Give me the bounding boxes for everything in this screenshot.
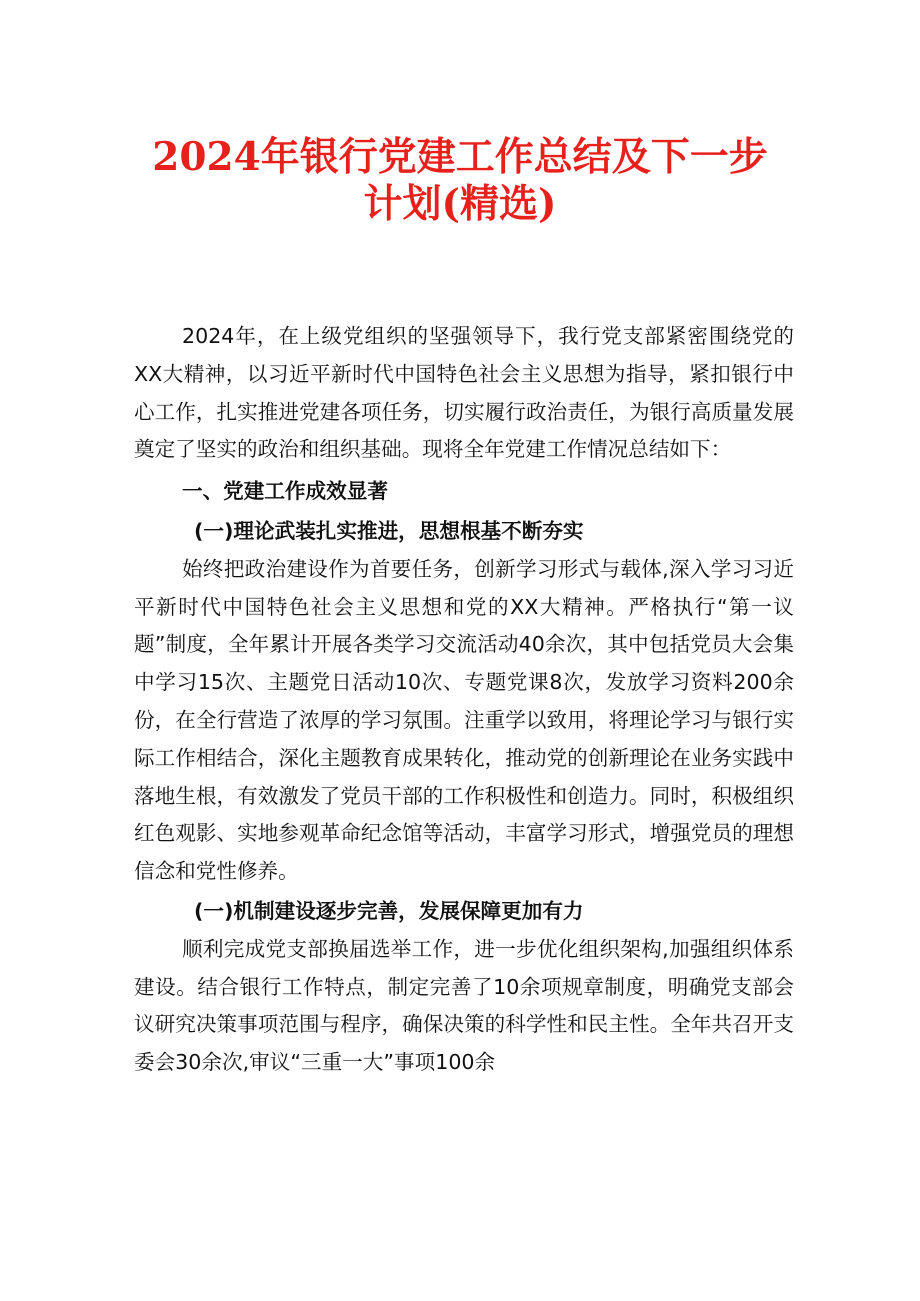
subsection-heading-2: (一)机制建设逐步完善，发展保障更加有力	[194, 898, 584, 923]
document-body	[134, 318, 794, 1082]
subsection-heading-1: (一)理论武装扎实推进，思想根基不断夯实	[194, 518, 584, 543]
intro-paragraph: 2024年，在上级党组织的坚强领导下，我行党支部紧密围绕党的XX大精神，以习近平新时代中国特色社会主义思想为指导，紧扣银行中心工作，扎实推进党建各项任务，切实履行政治责任，为银行高质量发展奠定了坚实的政治和组织基础。现将全年党建工作情况总结如下：	[134, 324, 794, 462]
subsection-1-paragraph: 始终把政治建设作为首要任务，创新学习形式与载体,深入学习习近平新时代中国特色社会主义思想和党的XX大精神。严格执行“第一议题”制度，全年累计开展各类学习交流活动40余次，其中包括党员大会集中学习15次、主题党日活动10次、专题党课8次，发放学习资料200余份，在全行营造了浓厚的学习氛围。注重学以致用，将理论学习与银行实际工作相结合，深化主题教育成果转化，推动党的创新理论在业务实践中落地生根，有效激发了党员干部的工作积极性和创造力。同时，积极组织红色观影、实地参观革命纪念馆等活动，丰富学习形式，增强党员的理想信念和党性修养。	[134, 556, 794, 884]
section-heading-1: 一、党建工作成效显著	[182, 479, 388, 504]
document-title-line-2: 计划(精选)	[363, 181, 557, 227]
document-title-line-1: 2024年银行党建工作总结及下一步	[152, 134, 768, 180]
subsection-2-paragraph: 顺利完成党支部换届选举工作，进一步优化组织架构,加强组织体系建设。结合银行工作特点，制定完善了10余项规章制度，明确党支部会议研究决策事项范围与程序，确保决策的科学性和民主性。全年共召开支委会30余次,审议“三重一大”事项100余	[134, 936, 794, 1075]
